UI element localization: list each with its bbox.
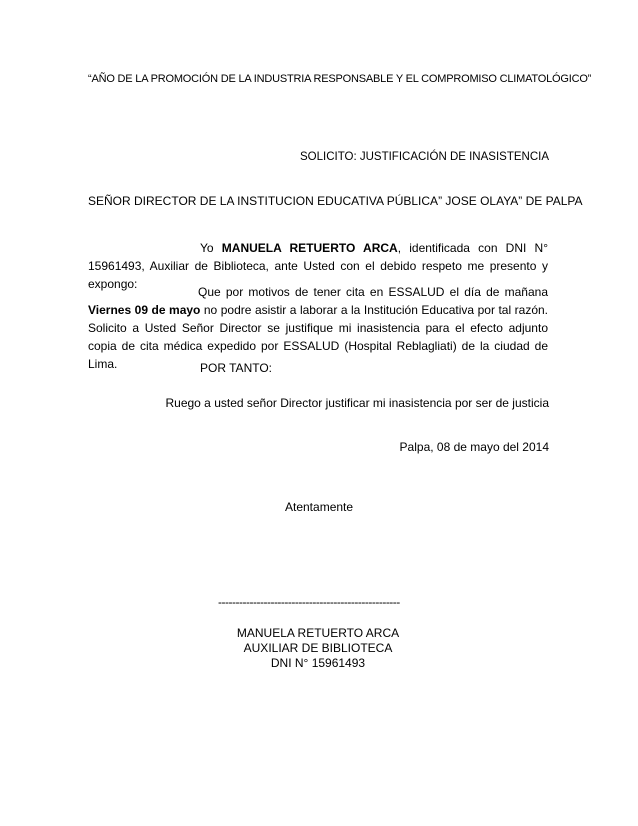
signer-position: AUXILIAR DE BIBLIOTECA — [243, 641, 393, 655]
signer-dni: DNI N° 15961493 — [270, 656, 366, 670]
signature-line: ---------------------------------------------------- — [218, 595, 400, 609]
reason-part2: no podre asistir a laborar a la Institución Educativa por tal razón. Solicito a Usted Señor Director se justifique mi inasistencia para el efecto adjunto copia de cita médica expedido por ESSALUD (Hospital Reblagliati) de la ciudad de Lima. — [88, 303, 548, 371]
signature-block — [218, 626, 418, 671]
intro-prefix: Yo — [200, 241, 222, 255]
applicant-name: MANUELA RETUERTO ARCA — [221, 241, 398, 255]
absence-date: Viernes 09 de mayo — [88, 303, 201, 317]
sign-off: Atentamente — [285, 500, 354, 514]
reason-paragraph — [88, 283, 548, 373]
addressee-line: SEÑOR DIRECTOR DE LA INSTITUCION EDUCATIVA PÚBLICA” JOSE OLAYA” DE PALPA — [88, 194, 583, 208]
por-tanto-label: POR TANTO: — [200, 361, 273, 375]
request-closing-line: Ruego a usted señor Director justificar mi inasistencia por ser de justicia — [165, 396, 549, 410]
signer-name: MANUELA RETUERTO ARCA — [236, 626, 400, 640]
request-subject: SOLICITO: JUSTIFICACIÓN DE INASISTENCIA — [300, 151, 549, 163]
intro-rest: , identificada con DNI N° 15961493, Auxiliar de Biblioteca, ante Usted con el debido respeto me presento y expongo: — [88, 241, 549, 291]
year-motto-header: “AÑO DE LA PROMOCIÓN DE LA INDUSTRIA RESPONSABLE Y EL COMPROMISO CLIMATOLÓGICO” — [88, 73, 592, 85]
reason-part1: Que por motivos de tener cita en ESSALUD el día de mañana — [198, 285, 548, 299]
date-line: Palpa, 08 de mayo del 2014 — [399, 440, 549, 454]
